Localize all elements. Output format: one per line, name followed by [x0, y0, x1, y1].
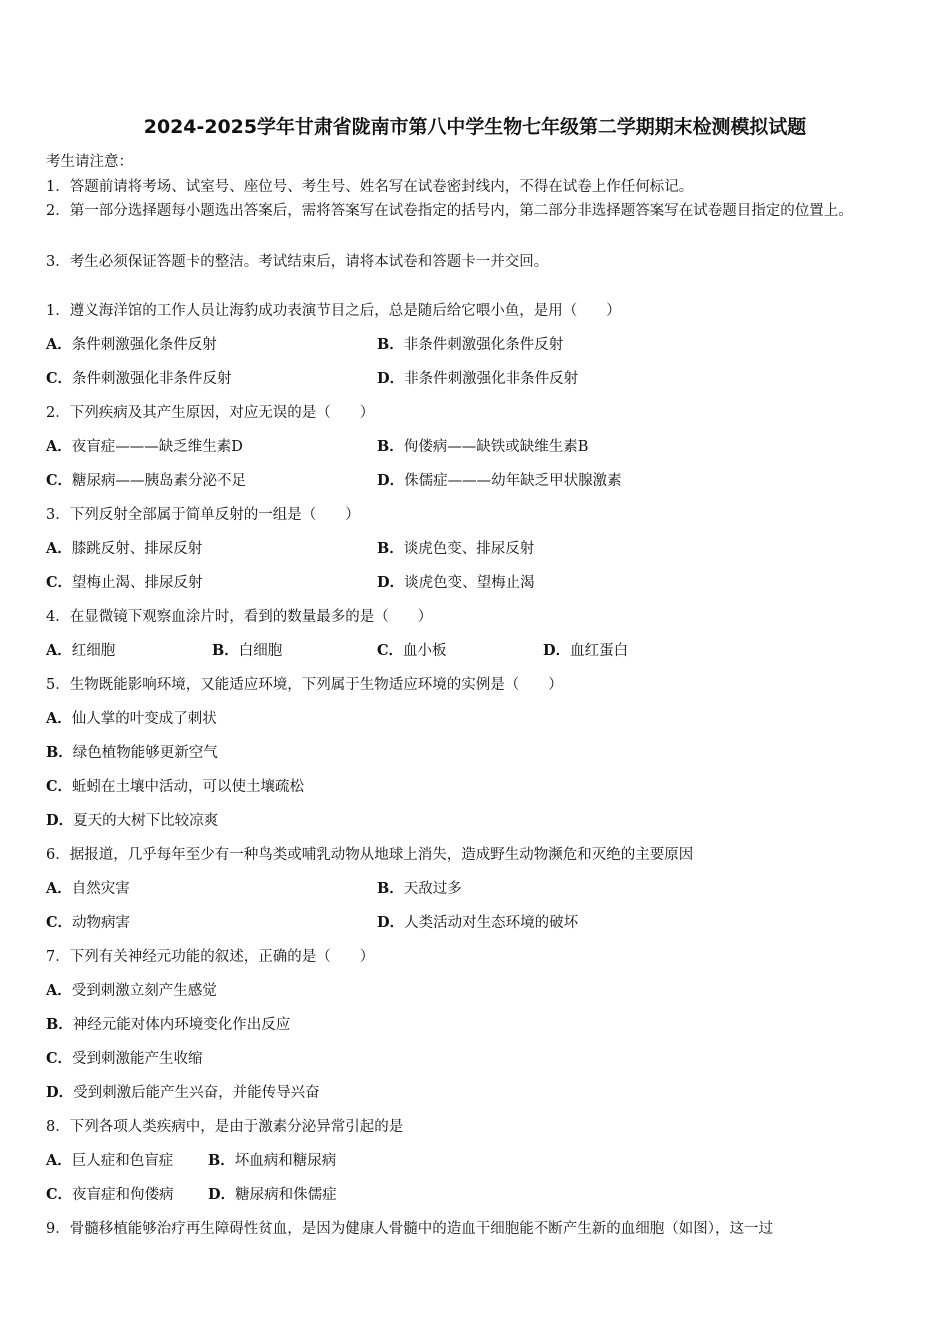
option-b[interactable] [208, 1151, 336, 1171]
option-text: 受到刺激立刻产生感觉 [71, 983, 217, 999]
option-text: 糖尿病——胰岛素分泌不足 [72, 473, 247, 489]
option-text: 血小板 [403, 643, 447, 659]
option-text: 自然灾害 [71, 881, 130, 897]
option-d[interactable] [46, 811, 218, 831]
option-text: 夜盲症———缺乏维生素D [71, 439, 243, 455]
option-label: D． [208, 1186, 236, 1203]
option-b[interactable] [377, 437, 588, 457]
option-text: 夜盲症和佝偻病 [72, 1187, 174, 1203]
option-text: 条件刺激强化条件反射 [71, 337, 217, 353]
option-label: C． [46, 914, 73, 931]
option-label: B． [46, 744, 73, 761]
option-b[interactable] [46, 743, 218, 763]
option-label: B． [208, 1152, 235, 1169]
option-text: 红细胞 [71, 643, 116, 659]
option-label: C． [377, 642, 404, 659]
option-label: D． [377, 472, 405, 489]
option-a[interactable] [46, 335, 217, 355]
option-label: D． [46, 812, 74, 829]
option-c[interactable] [46, 369, 232, 389]
option-text: 仙人掌的叶变成了刺状 [71, 711, 217, 727]
option-text: 佝偻病——缺铁或缺维生素B [403, 439, 589, 455]
question-stem: 7．下列有关神经元功能的叙述，正确的是（ ） [46, 949, 375, 965]
option-b[interactable] [212, 641, 282, 661]
option-label: D． [46, 1084, 74, 1101]
option-label: A． [46, 642, 72, 659]
option-c[interactable] [46, 573, 203, 593]
option-d[interactable] [377, 369, 578, 389]
option-a[interactable] [46, 1151, 173, 1171]
option-text: 膝跳反射、排尿反射 [71, 541, 203, 557]
option-label: C． [46, 472, 73, 489]
option-label: B． [377, 540, 404, 557]
option-text: 侏儒症———幼年缺乏甲状腺激素 [404, 473, 622, 489]
option-d[interactable] [46, 1083, 320, 1103]
notice-item: 2．第一部分选择题每小题选出答案后，需将答案写在试卷指定的括号内，第二部分非选择题答案写在试卷题目指定的位置上。 [46, 203, 853, 219]
option-text: 天敌过多 [403, 881, 462, 897]
option-a[interactable] [46, 981, 217, 1001]
option-text: 坏血病和糖尿病 [234, 1153, 337, 1169]
option-text: 巨人症和色盲症 [71, 1153, 174, 1169]
option-label: D． [543, 642, 571, 659]
option-text: 受到刺激后能产生兴奋，并能传导兴奋 [73, 1085, 320, 1101]
option-label: D． [377, 370, 405, 387]
option-b[interactable] [377, 879, 462, 899]
option-c[interactable] [46, 913, 130, 933]
question-stem: 4．在显微镜下观察血涂片时，看到的数量最多的是（ ） [46, 609, 433, 625]
option-text: 受到刺激能产生收缩 [72, 1051, 203, 1067]
question-stem: 9．骨髓移植能够治疗再生障碍性贫血，是因为健康人骨髓中的造血干细胞能不断产生新的血细胞（如图），这一过 [46, 1221, 773, 1237]
option-text: 蚯蚓在土壤中活动，可以使土壤疏松 [72, 779, 305, 795]
option-label: A． [46, 438, 72, 455]
option-text: 白细胞 [238, 643, 283, 659]
option-b[interactable] [46, 1015, 290, 1035]
option-text: 非条件刺激强化条件反射 [403, 337, 564, 353]
option-label: B． [377, 880, 404, 897]
option-label: C． [46, 778, 73, 795]
option-text: 望梅止渴、排尿反射 [72, 575, 203, 591]
option-label: A． [46, 880, 72, 897]
question-stem: 3．下列反射全部属于简单反射的一组是（ ） [46, 507, 360, 523]
option-c[interactable] [46, 777, 304, 797]
option-text: 谈虎色变、排尿反射 [403, 541, 535, 557]
option-label: B． [212, 642, 239, 659]
option-label: A． [46, 710, 72, 727]
option-a[interactable] [46, 539, 202, 559]
option-d[interactable] [377, 913, 578, 933]
option-label: C． [46, 574, 73, 591]
option-label: A． [46, 1152, 72, 1169]
option-text: 非条件刺激强化非条件反射 [404, 371, 579, 387]
option-a[interactable] [46, 709, 217, 729]
option-text: 夏天的大树下比较凉爽 [73, 813, 219, 829]
option-label: C． [46, 1050, 73, 1067]
option-c[interactable] [46, 1185, 174, 1205]
option-label: B． [377, 336, 404, 353]
exam-title: 2024-2025学年甘肃省陇南市第八中学生物七年级第二学期期末检测模拟试题 [143, 116, 807, 138]
option-d[interactable] [377, 471, 622, 491]
option-d[interactable] [543, 641, 628, 661]
option-label: A． [46, 540, 72, 557]
option-label: A． [46, 982, 72, 999]
question-stem: 5．生物既能影响环境，又能适应环境，下列属于生物适应环境的实例是（ ） [46, 677, 563, 693]
option-b[interactable] [377, 539, 534, 559]
option-c[interactable] [46, 1049, 203, 1069]
option-d[interactable] [208, 1185, 337, 1205]
option-a[interactable] [46, 641, 115, 661]
option-b[interactable] [377, 335, 563, 355]
option-text: 谈虎色变、望梅止渴 [404, 575, 535, 591]
option-a[interactable] [46, 879, 130, 899]
option-c[interactable] [377, 641, 447, 661]
option-text: 绿色植物能够更新空气 [72, 745, 218, 761]
option-text: 人类活动对生态环境的破坏 [404, 915, 579, 931]
option-text: 糖尿病和侏儒症 [235, 1187, 337, 1203]
option-label: B． [46, 1016, 73, 1033]
option-text: 血红蛋白 [570, 643, 629, 659]
question-stem: 2．下列疾病及其产生原因，对应无误的是（ ） [46, 405, 375, 421]
notice-item: 1．答题前请将考场、试室号、座位号、考生号、姓名写在试卷密封线内，不得在试卷上作任何标记。 [46, 179, 694, 195]
option-label: C． [46, 1186, 73, 1203]
question-stem: 8．下列各项人类疾病中，是由于激素分泌异常引起的是 [46, 1119, 404, 1135]
option-text: 条件刺激强化非条件反射 [72, 371, 232, 387]
notice-item: 3．考生必须保证答题卡的整洁。考试结束后，请将本试卷和答题卡一并交回。 [46, 254, 549, 270]
option-text: 神经元能对体内环境变化作出反应 [72, 1017, 291, 1033]
option-label: A． [46, 336, 72, 353]
option-label: D． [377, 914, 405, 931]
question-stem: 1．遵义海洋馆的工作人员让海豹成功表演节目之后，总是随后给它喂小鱼，是用（ ） [46, 303, 621, 319]
option-c[interactable] [46, 471, 246, 491]
option-label: C． [46, 370, 73, 387]
option-a[interactable] [46, 437, 243, 457]
option-label: D． [377, 574, 405, 591]
option-d[interactable] [377, 573, 535, 593]
notice-heading: 考生请注意： [46, 154, 133, 170]
option-text: 动物病害 [72, 915, 131, 931]
question-stem: 6．据报道，几乎每年至少有一种鸟类或哺乳动物从地球上消失，造成野生动物濒危和灭绝的主要原因 [46, 847, 694, 863]
option-label: B． [377, 438, 404, 455]
